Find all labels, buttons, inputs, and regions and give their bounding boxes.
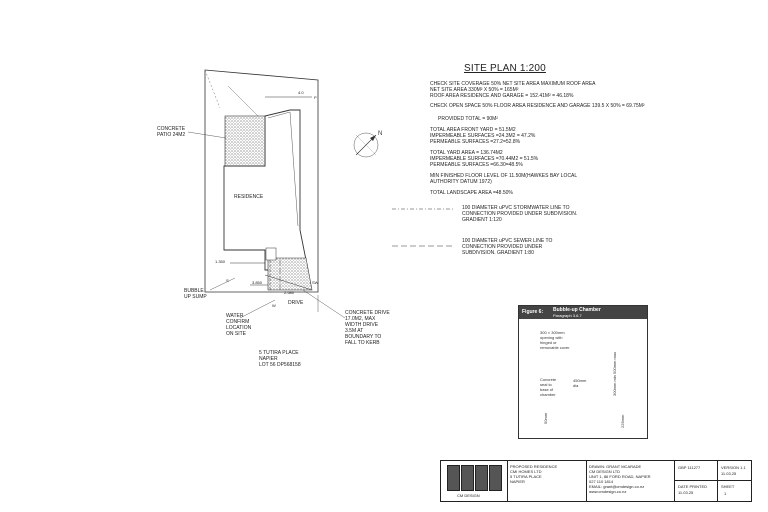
residence-label: RESIDENCE (234, 194, 264, 200)
water-label: WATER CONFIRM LOCATION ON SITE (226, 313, 252, 337)
north-arrow-icon (354, 131, 382, 157)
mark-w: W (272, 303, 276, 308)
title-block (440, 460, 752, 502)
yard-line: TOTAL YARD AREA = 136.74M2 (430, 150, 503, 156)
version-date: 11.03.25 (721, 471, 737, 476)
dim-left: 3.850 (252, 280, 263, 285)
page-title: SITE PLAN 1:200 (464, 63, 546, 74)
sheet-label: SHEET (721, 484, 735, 489)
coverage-line: CHECK SITE COVERAGE 50% NET SITE AREA MAXIMUM ROOF AREA (430, 81, 596, 87)
coverage-line: ROOF AREA RESIDENCE AND GARAGE = 152.41M² = 46.18% (430, 93, 574, 99)
front-yard-line: TOTAL AREA FRONT YARD = 51.5M2 (430, 127, 516, 133)
figure-callout-50: 50mm (543, 412, 548, 424)
job-number: GBP 111277 (678, 465, 701, 470)
legend-sewer: 100 DIAMETER uPVC SEWER LINE TO CONNECTION PROVIDED UNDER SUBDIVISION. GRADIENT 1:80 (462, 238, 553, 256)
bubble-label: BUBBLE UP SUMP (184, 288, 207, 300)
drawn-info: DRAWN: GRANT MCARADE CM DESIGN LTD UNIT 1, 86 FORD ROAD, NAPIER 027 110 1814 EMAIL: grant@cmdesign.co.nz www.cmdesign.co.nz (589, 464, 651, 494)
drive-label: DRIVE (288, 300, 304, 306)
mark-p: P (314, 95, 317, 100)
open-space-line: CHECK OPEN SPACE 50% FLOOR AREA RESIDENCE AND GARAGE 139.5 X 50% = 69.75M² (430, 103, 645, 109)
front-yard-line: PERMEABLE SURFACES =27.2=52.8% (430, 139, 521, 145)
concrete-patio (225, 116, 265, 166)
bubble-up-chamber-figure (518, 305, 648, 439)
sheet-number: 1 (724, 491, 727, 496)
project-info: PROPOSED RESIDENCE CMI HOMES LTD 5 TUTIRA PLACE NAPIER (510, 464, 558, 484)
logo (445, 465, 502, 491)
dim-top: 4.0 (298, 90, 304, 95)
dim-drive: 2.580 (284, 290, 295, 295)
concrete-drive-label: CONCRETE DRIVE 17.0M2, MAX WIDTH DRIVE 3.5M AT BOUNDARY TO FALL TO KERB (345, 310, 390, 346)
address-label: 5 TUTIRA PLACE NAPIER LOT 56 DP568158 (259, 350, 301, 368)
floor-level-line: MIN FINISHED FLOOR LEVEL OF 11.50M(HAWKES BAY LOCAL (430, 173, 578, 179)
version: VERSION 1.1 (721, 465, 746, 470)
figure-header: Figure 6: Bubble-up Chamber Paragraph 3.6.7 (519, 306, 647, 319)
coverage-line: NET SITE AREA 330M² X 50% = 165M² (430, 87, 519, 93)
dim-side: 1.350 (215, 259, 226, 264)
legend-stormwater: 100 DIAMETER uPVC STORMWATER LINE TO CONNECTION PROVIDED UNDER SUBDIVISION. GRADIENT 1:120 (462, 205, 578, 223)
figure-callout-seal: Concrete seal to base of chamber (540, 377, 557, 397)
logo-text: CM DESIGN (457, 493, 480, 498)
svg-text:N: N (378, 131, 383, 137)
mark-sw: SW (312, 280, 319, 285)
yard-line: PERMEABLE SURFACES =66.30=48.5% (430, 162, 523, 168)
concrete-drive (268, 258, 312, 290)
figure-callout-depth: 300mm min 500mm max (612, 351, 617, 396)
floor-level-line: AUTHORITY DATUM 1972) (430, 179, 492, 185)
figure-callout-cover: 300 × 300mm opening with hinged or removable cover (540, 330, 570, 350)
front-yard-line: IMPERMEABLE SURFACES =24.3M2 = 47.2% (430, 133, 536, 139)
provided-line: PROVIDED TOTAL = 90M² (438, 116, 498, 122)
landscape-line: TOTAL LANDSCAPE AREA =48.50% (430, 190, 513, 196)
figure-callout-dia: 450mm dia (573, 378, 587, 388)
yard-line: IMPERMEABLE SURFACES =70.44M2 = 51.5% (430, 156, 539, 162)
date-printed-label: DATE PRINTED (678, 484, 708, 489)
date-printed: 11.03.25 (678, 490, 694, 495)
site-notes (430, 81, 670, 196)
figure-callout-225: 225mm (620, 414, 625, 428)
mark-s: S (226, 278, 229, 283)
patio-label: CONCRETE PATIO 24M2 (157, 126, 186, 138)
